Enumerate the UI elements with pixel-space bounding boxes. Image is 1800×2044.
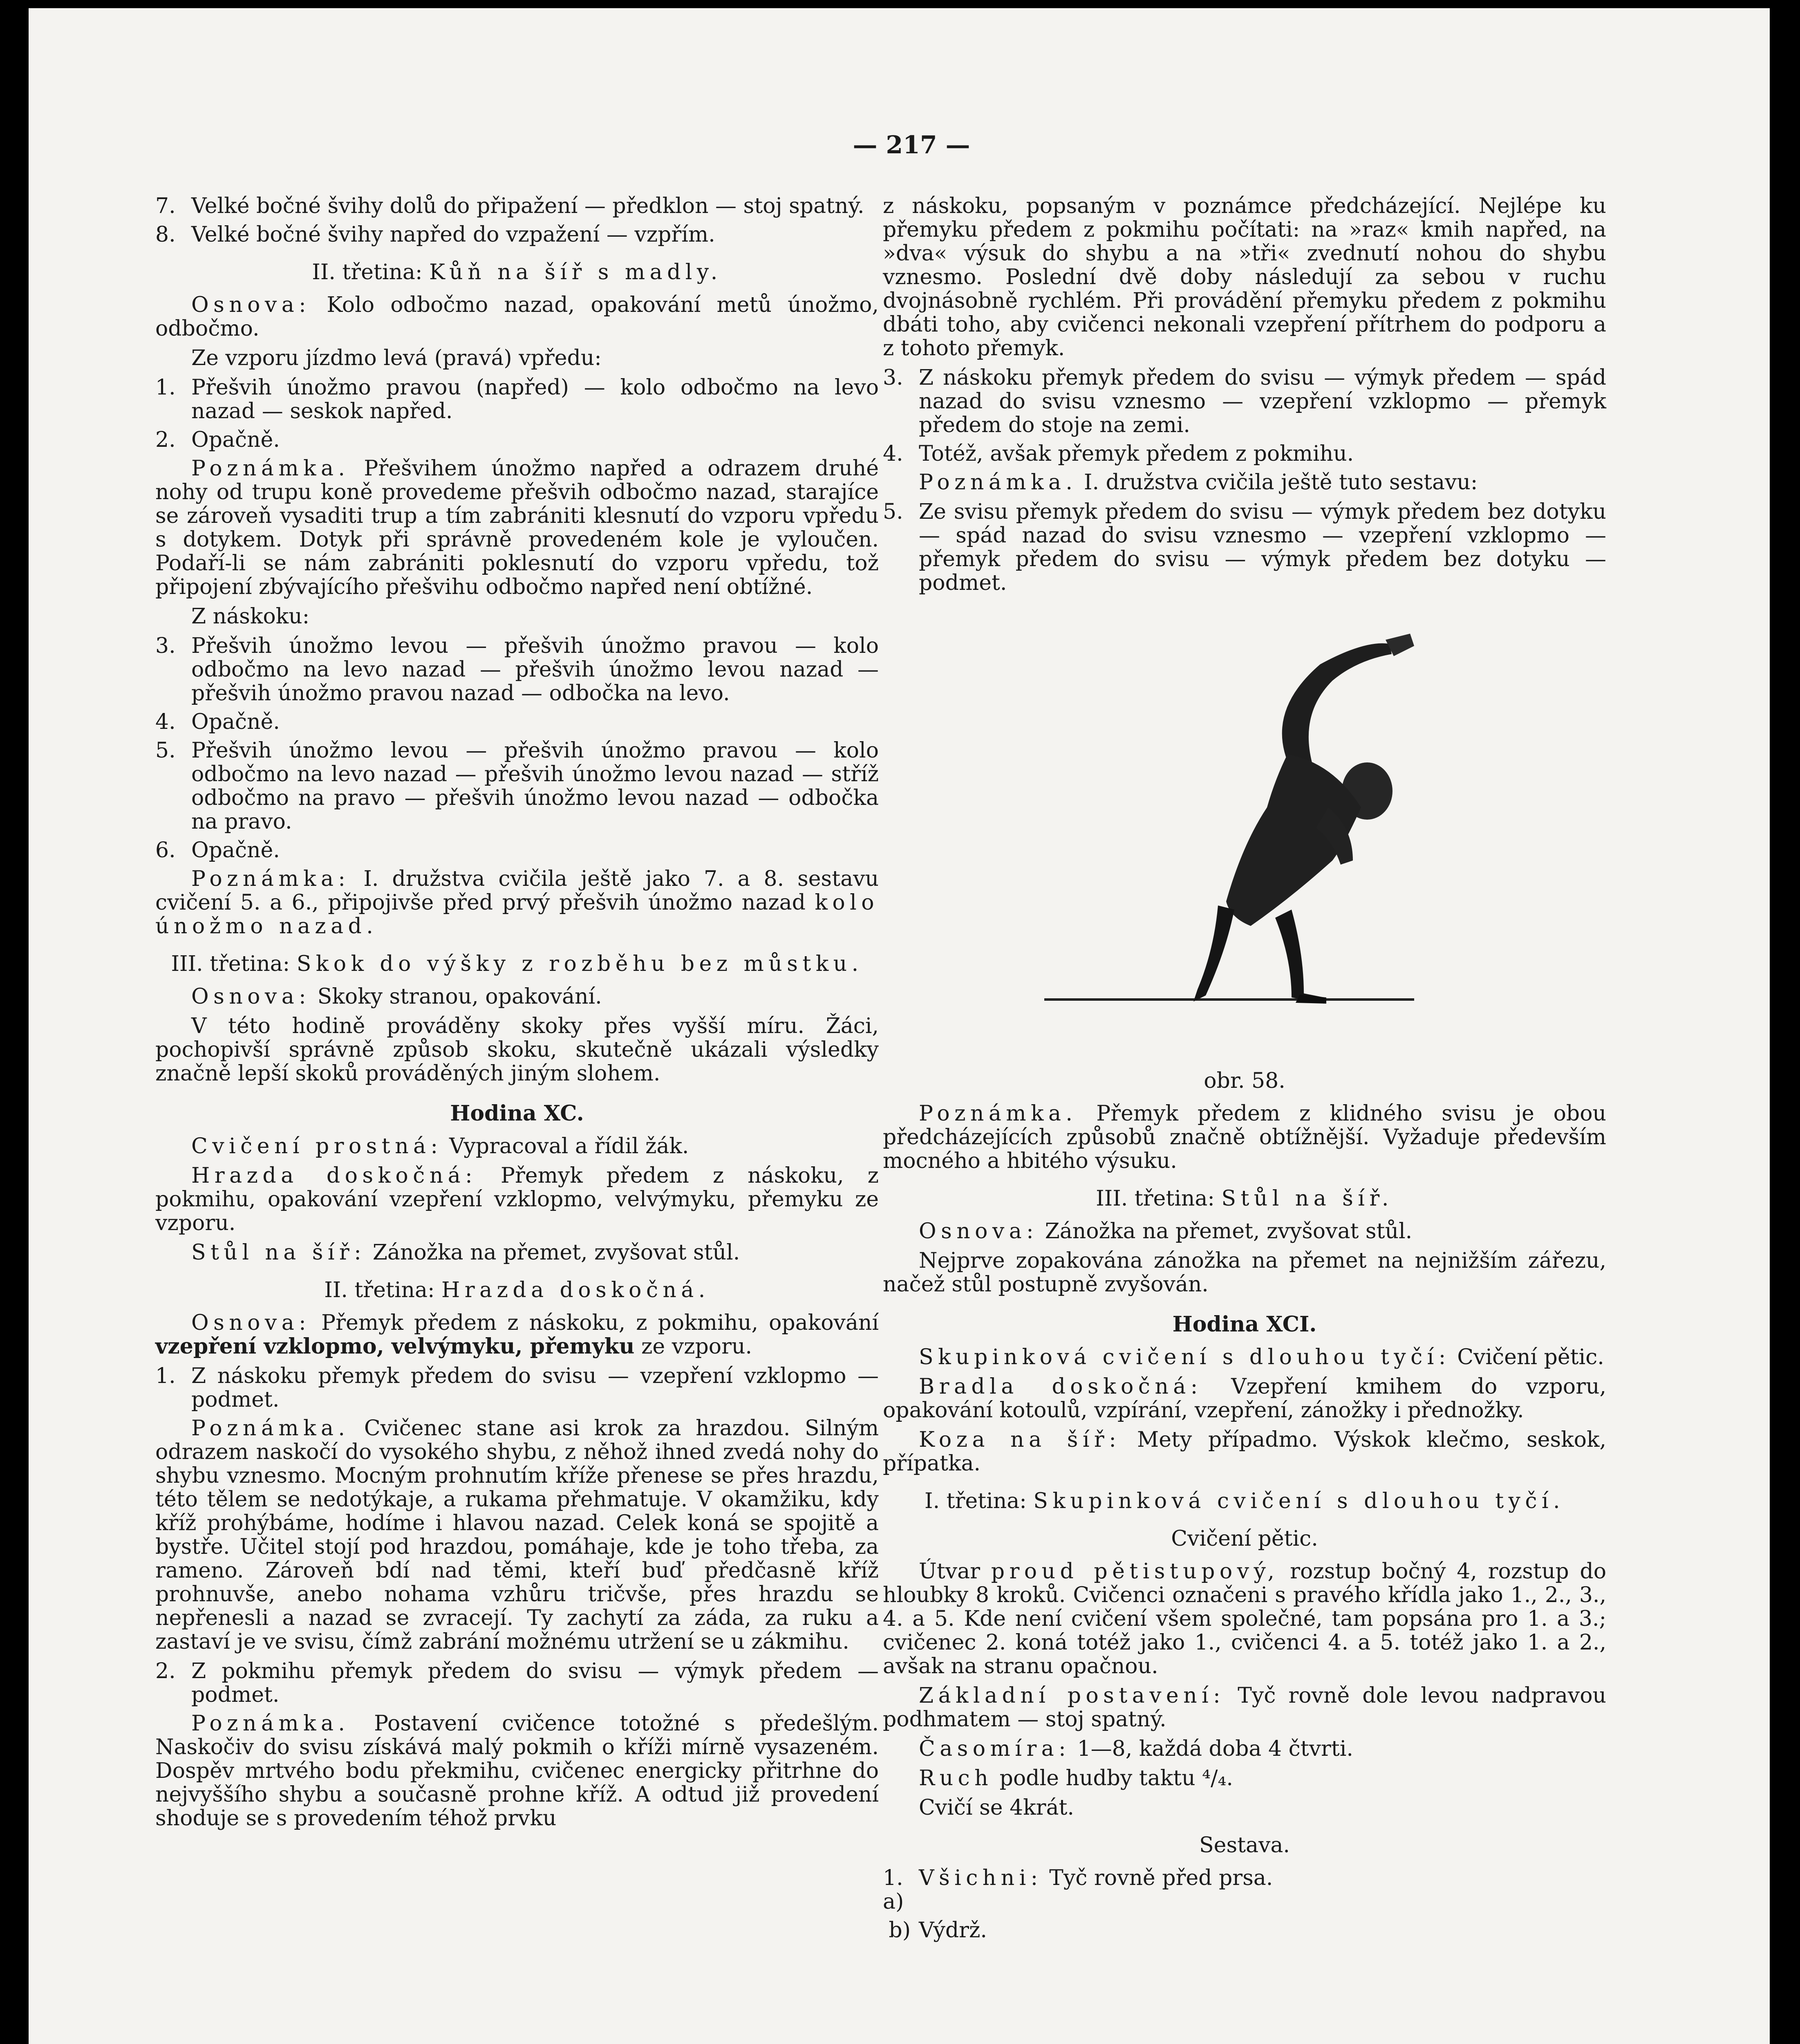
note-paragraph: Poznámka. I. družstva cvičila ještě tuto sestavu: xyxy=(919,470,1478,495)
paragraph: Cvičí se 4krát. xyxy=(919,1795,1074,1820)
paragraph: V této hodině prováděny skoky přes vyšší míru. Žáci, pochopivší správně způsob skoku, skutečně ukázali výsledky značně lepší skoků prováděných jiným slohem. xyxy=(155,1014,879,1086)
page-number: — 217 — xyxy=(853,131,970,159)
list-item: 5. Přešvih únožmo levou — přešvih únožmo pravou — kolo odbočmo na levo nazad — přešvih únožmo levou nazad — stříž odbočmo na pravo — přešvih únožmo levou nazad — odbočka na pravo. xyxy=(155,738,879,834)
lesson-heading: Hodina XC. xyxy=(450,1101,584,1126)
subheading: Sestava. xyxy=(1199,1833,1290,1858)
paragraph: Koza na šíř: Mety případmo. Výskok klečmo, seskok, přípatka. xyxy=(883,1428,1606,1476)
list-item: 4. Totéž, avšak přemyk předem z pokmihu. xyxy=(883,442,1354,466)
list-item: 8. Velké bočné švihy napřed do vzpažení — vzpřím. xyxy=(155,222,715,247)
list-item: 5. Ze svisu přemyk předem do svisu — výmyk předem bez dotyku — spád nazad do svisu vznesmo — vzepření vzklopmo — přemyk předem do svisu — výmyk předem bez dotyku — podmet. xyxy=(883,500,1606,595)
list-item: 3. Z náskoku přemyk předem do svisu — výmyk předem — spád nazad do svisu vznesmo — vzepření vzklopmo — přemyk předem do stoje na zemi. xyxy=(883,365,1606,437)
list-item: 7. Velké bočné švihy dolů do připažení — předklon — stoj spatný. xyxy=(155,194,864,218)
raised-arm xyxy=(1282,643,1392,771)
figure-58 xyxy=(883,615,1606,1102)
note-paragraph: Poznámka. Postavení cvičence totožné s předešlým. Naskočiv do svisu získává malý pokmih o kříži mírně vysazeném. Dospěv mrtvého bodu překmihu, cvičenec energicky přitrhne do nejvyššího shybu a současně prohne kříž. A odtud již provedení shoduje se s provedením téhož prvku xyxy=(155,1711,879,1831)
list-item: 3. Přešvih únožmo levou — přešvih únožmo pravou — kolo odbočmo na levo nazad — přešvih únožmo levou nazad — přešvih únožmo pravou nazad — odbočka na levo. xyxy=(155,634,879,706)
section-heading: III. třetina: Skok do výšky z rozběhu bez můstku. xyxy=(171,952,863,976)
list-item: 6. Opačně. xyxy=(155,838,280,863)
paragraph: Časomíra: 1—8, každá doba 4 čtvrti. xyxy=(919,1737,1353,1761)
paragraph: Stůl na šíř: Zánožka na přemet, zvyšovat stůl. xyxy=(191,1240,740,1265)
lesson-heading: Hodina XCI. xyxy=(1172,1312,1317,1337)
section-heading: II. třetina: Hrazda doskočná. xyxy=(324,1278,710,1302)
paragraph: Osnova: Zánožka na přemet, zvyšovat stůl. xyxy=(919,1219,1413,1244)
list-item: 1. Z náskoku přemyk předem do svisu — vzepření vzklopmo — podmet. xyxy=(155,1364,879,1412)
note-paragraph: Poznámka. Přemyk předem z klidného svisu je obou předcházejících způsobů značně obtížnější. Vyžaduje především mocného a hbitého výsuku. xyxy=(883,1101,1606,1173)
list-item: 1. Přešvih únožmo pravou (napřed) — kolo odbočmo na levo nazad — seskok napřed. xyxy=(155,375,879,424)
paragraph: Útvar proud pětistupový, rozstup bočný 4, rozstup do hloubky 8 kroků. Cvičenci označeni s pravého křídla jako 1., 2., 3., 4. a 5. Kde není cvičení všem společné, tam popsána pro 1. a 3.; cvičenec 2. koná totéž jako 1., cvičenci 4. a 5. totéž jako 1. a 2., avšak na stranu opačnou. xyxy=(883,1559,1606,1679)
paragraph: Základní postavení: Tyč rovně dole levou nadpravou podhmatem — stoj spatný. xyxy=(883,1683,1607,1732)
paragraph: Hrazda doskočná: Přemyk předem z náskoku, z pokmihu, opakování vzepření vzklopmo, velvýmyku, přemyku ze vzporu. xyxy=(155,1163,879,1235)
note-paragraph: Poznámka. Cvičenec stane asi krok za hrazdou. Silným odrazem naskočí do vysokého shybu, z něhož ihned zvedá nohy do shybu vznesmo. Mocným prohnutím kříže přenese se přes hrazdu, této tělem se nedotýkaje, a rukama přehmatuje. V okamžiku, kdy kříž prohýbáme, hodíme i hlavou nazad. Celek koná se spojitě a bystře. Učitel stojí pod hrazdou, pomáhaje, kde je toho třeba, za rameno. Zároveň bdí nad těmi, kteří buď předčasně kříž prohnuvše, anebo nohama vzhůru tričvše, přes hrazdu se nepřenesli a nazad se zvracejí. Ty zachytí za záda, za ruku a zastaví je ve svisu, čímž zabrání možnému utržení se u zákmihu. xyxy=(155,1416,879,1654)
paragraph: Z náskoku: xyxy=(191,604,310,629)
list-item: b) Výdrž. xyxy=(889,1918,987,1943)
figure-caption: obr. 58. xyxy=(1204,1069,1285,1093)
book-page xyxy=(29,8,1770,2044)
paragraph: Cvičení prostná: Vypracoval a řídil žák. xyxy=(191,1134,689,1159)
left-column xyxy=(155,194,879,1836)
note-paragraph: Poznámka: I. družstva cvičila ještě jako 7. a 8. sestavu cvičení 5. a 6., připojivše před prvý přešvih únožmo nazad kolo únožmo nazad. xyxy=(155,867,879,939)
paragraph: Nejprve zopakována zánožka na přemet na nejnižším zářezu, načež stůl postupně zvyšován. xyxy=(883,1248,1606,1297)
right-column xyxy=(883,194,1606,1947)
shoe xyxy=(1296,995,1326,1004)
list-item: 4. Opačně. xyxy=(155,710,280,734)
list-item: 2. Z pokmihu přemyk předem do svisu — výmyk předem — podmet. xyxy=(155,1659,879,1707)
note-paragraph: Poznámka. Přešvihem únožmo napřed a odrazem druhé nohy od trupu koně provedeme přešvih odbočmo nazad, starajíce se zároveň vysaditi trup a tím zabrániti klesnutí do vzporu vpředu s dotykem. Dotyk při správně provedeném kole je vyloučen. Podaří-li se nám zabrániti poklesnutí do vzporu vpředu, tož připojení zbývajícího přešvihu odbočmo napřed není obtížné. xyxy=(155,456,879,599)
paragraph: Osnova: Skoky stranou, opakování. xyxy=(191,984,602,1009)
section-heading: I. třetina: Skupinková cvičení s dlouhou tyčí. xyxy=(925,1489,1565,1513)
paragraph: Bradla doskočná: Vzepření kmihem do vzporu, opakování kotoulů, vzpírání, vzepření, zánožky i přednožky. xyxy=(883,1374,1606,1423)
list-item: 1. a) Všichni: Tyč rovně před prsa. xyxy=(883,1866,1273,1914)
section-heading: III. třetina: Stůl na šíř. xyxy=(1096,1186,1393,1211)
gymnast-figure xyxy=(883,615,1606,1065)
paragraph: Ruch podle hudby taktu ⁴/₄. xyxy=(919,1766,1233,1791)
left-leg xyxy=(1193,905,1234,1002)
paragraph: z náskoku, popsaným v poznámce předcházející. Nejlépe ku přemyku předem z pokmihu počítati: na »raz« kmih napřed, na »dva« výsuk do shybu a na »tři« zvednutí nohou do shybu vznesmo. Poslední dvě doby následují za sebou v ruchu dvojnásobně rychlém. Při provádění přemyku předem z pokmihu dbáti toho, aby cvičenci nekonali vzepření přítrhem do podporu a z tohoto přemyk. xyxy=(883,194,1606,361)
list-item: 2. Opačně. xyxy=(155,428,280,452)
paragraph: Osnova: Přemyk předem z náskoku, z pokmihu, opakování vzepření vzklopmo, velvýmyku, přemyku ze vzporu. xyxy=(155,1311,879,1359)
paragraph: Osnova: Kolo odbočmo nazad, opakování metů únožmo, odbočmo. xyxy=(155,293,879,341)
paragraph: Ze vzporu jízdmo levá (pravá) vpředu: xyxy=(191,346,602,370)
section-heading: II. třetina: Kůň na šíř s madly. xyxy=(312,260,722,285)
paragraph: Skupinková cvičení s dlouhou tyčí: Cvičení pětic. xyxy=(919,1345,1604,1369)
subheading: Cvičení pětic. xyxy=(1171,1526,1318,1551)
right-leg xyxy=(1275,910,1324,1004)
